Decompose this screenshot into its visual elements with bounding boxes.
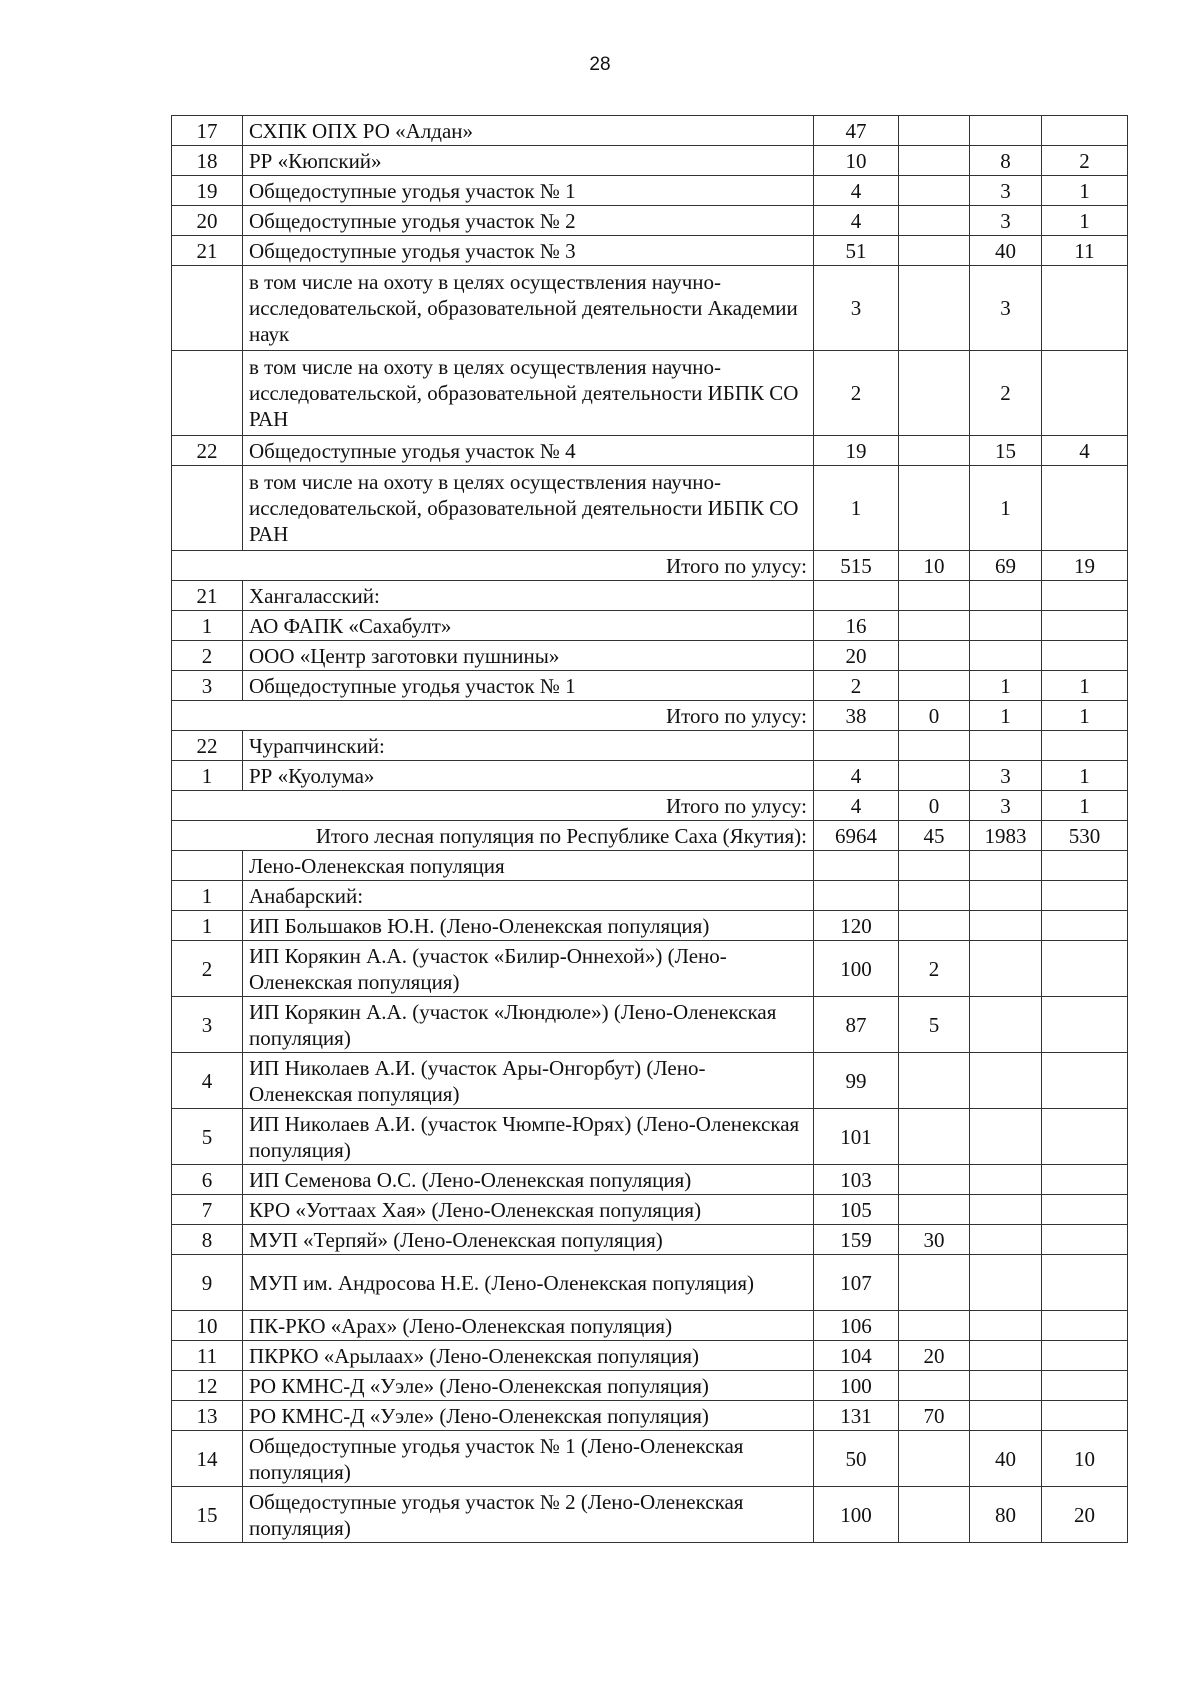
row-number: 1 <box>172 611 243 641</box>
value-cell <box>1042 466 1128 551</box>
value-cell: 105 <box>814 1195 899 1225</box>
value-cell <box>970 997 1042 1053</box>
value-cell: 159 <box>814 1225 899 1255</box>
value-cell: 1983 <box>970 821 1042 851</box>
value-cell <box>899 351 970 436</box>
value-cell <box>970 1225 1042 1255</box>
row-number: 6 <box>172 1165 243 1195</box>
table-row <box>172 1255 1128 1311</box>
value-cell <box>970 1165 1042 1195</box>
row-number: 13 <box>172 1401 243 1431</box>
value-cell: 4 <box>1042 436 1128 466</box>
entity-name: Общедоступные угодья участок № 4 <box>243 436 814 466</box>
value-cell: 4 <box>814 761 899 791</box>
value-cell <box>970 1053 1042 1109</box>
table-row <box>172 176 1128 206</box>
value-cell: 50 <box>814 1431 899 1487</box>
value-cell: 2 <box>814 671 899 701</box>
value-cell <box>970 1311 1042 1341</box>
value-cell <box>899 581 970 611</box>
value-cell: 0 <box>899 791 970 821</box>
value-cell: 45 <box>899 821 970 851</box>
row-number <box>172 266 243 351</box>
value-cell <box>899 671 970 701</box>
value-cell: 3 <box>970 206 1042 236</box>
table-row <box>172 1341 1128 1371</box>
value-cell: 1 <box>1042 791 1128 821</box>
value-cell <box>899 731 970 761</box>
value-cell: 3 <box>970 761 1042 791</box>
value-cell <box>970 1255 1042 1311</box>
table-row <box>172 641 1128 671</box>
value-cell <box>899 206 970 236</box>
entity-name: РР «Кюпский» <box>243 146 814 176</box>
quota-table <box>171 115 1128 1543</box>
value-cell: 515 <box>814 551 899 581</box>
value-cell: 87 <box>814 997 899 1053</box>
value-cell <box>899 236 970 266</box>
value-cell: 6964 <box>814 821 899 851</box>
table-row <box>172 761 1128 791</box>
value-cell <box>899 611 970 641</box>
value-cell: 100 <box>814 941 899 997</box>
entity-name: Общедоступные угодья участок № 2 <box>243 206 814 236</box>
value-cell <box>1042 851 1128 881</box>
entity-name: Общедоступные угодья участок № 1 <box>243 671 814 701</box>
value-cell: 20 <box>1042 1487 1128 1543</box>
value-cell: 1 <box>1042 206 1128 236</box>
value-cell <box>899 436 970 466</box>
row-number: 22 <box>172 731 243 761</box>
table-row <box>172 881 1128 911</box>
entity-name: ИП Семенова О.С. (Лено-Оленекская популяция) <box>243 1165 814 1195</box>
entity-name: Общедоступные угодья участок № 1 <box>243 176 814 206</box>
value-cell <box>970 1195 1042 1225</box>
row-number: 3 <box>172 671 243 701</box>
table-row <box>172 266 1128 351</box>
entity-name: РО КМНС-Д «Уэле» (Лено-Оленекская популяция) <box>243 1371 814 1401</box>
row-number: 1 <box>172 761 243 791</box>
row-number <box>172 351 243 436</box>
value-cell <box>1042 1311 1128 1341</box>
value-cell: 80 <box>970 1487 1042 1543</box>
entity-name: в том числе на охоту в целях осуществления научно-исследовательской, образовательной деятельности ИБПК СО РАН <box>243 466 814 551</box>
row-number: 21 <box>172 236 243 266</box>
value-cell <box>899 911 970 941</box>
value-cell <box>1042 941 1128 997</box>
value-cell <box>1042 1053 1128 1109</box>
table-row <box>172 236 1128 266</box>
entity-name: Лено-Оленекская популяция <box>243 851 814 881</box>
value-cell: 19 <box>1042 551 1128 581</box>
entity-name: МУП «Терпяй» (Лено-Оленекская популяция) <box>243 1225 814 1255</box>
row-number: 12 <box>172 1371 243 1401</box>
value-cell <box>1042 581 1128 611</box>
value-cell <box>814 851 899 881</box>
entity-name: ИП Корякин А.А. (участок «Билир-Оннехой») (Лено-Оленекская популяция) <box>243 941 814 997</box>
value-cell: 4 <box>814 206 899 236</box>
value-cell <box>899 1165 970 1195</box>
value-cell <box>970 116 1042 146</box>
value-cell: 1 <box>1042 701 1128 731</box>
value-cell <box>1042 1109 1128 1165</box>
table-row <box>172 1195 1128 1225</box>
total-row <box>172 791 1128 821</box>
value-cell: 4 <box>814 791 899 821</box>
value-cell: 15 <box>970 436 1042 466</box>
value-cell: 10 <box>899 551 970 581</box>
table-row <box>172 1109 1128 1165</box>
value-cell <box>899 1311 970 1341</box>
table-row <box>172 1487 1128 1543</box>
value-cell <box>899 146 970 176</box>
value-cell <box>1042 1341 1128 1371</box>
entity-name: СХПК ОПХ РО «Алдан» <box>243 116 814 146</box>
table-row <box>172 941 1128 997</box>
value-cell: 38 <box>814 701 899 731</box>
total-label: Итого лесная популяция по Республике Саха (Якутия): <box>172 821 814 851</box>
value-cell <box>899 1255 970 1311</box>
entity-name: Чурапчинский: <box>243 731 814 761</box>
row-number: 22 <box>172 436 243 466</box>
value-cell: 3 <box>970 176 1042 206</box>
table-row <box>172 436 1128 466</box>
value-cell: 20 <box>899 1341 970 1371</box>
value-cell: 3 <box>970 791 1042 821</box>
table-row <box>172 146 1128 176</box>
value-cell <box>899 466 970 551</box>
table-row <box>172 206 1128 236</box>
value-cell: 40 <box>970 1431 1042 1487</box>
entity-name: ООО «Центр заготовки пушнины» <box>243 641 814 671</box>
row-number: 2 <box>172 641 243 671</box>
value-cell: 19 <box>814 436 899 466</box>
value-cell: 0 <box>899 701 970 731</box>
row-number: 9 <box>172 1255 243 1311</box>
total-row <box>172 551 1128 581</box>
value-cell: 70 <box>899 1401 970 1431</box>
entity-name: ИП Николаев А.И. (участок Ары-Онгорбут) (Лено-Оленекская популяция) <box>243 1053 814 1109</box>
value-cell <box>1042 997 1128 1053</box>
value-cell <box>1042 881 1128 911</box>
value-cell: 106 <box>814 1311 899 1341</box>
table-row <box>172 731 1128 761</box>
table-row <box>172 1225 1128 1255</box>
row-number: 15 <box>172 1487 243 1543</box>
value-cell: 69 <box>970 551 1042 581</box>
value-cell <box>970 851 1042 881</box>
table-row <box>172 1165 1128 1195</box>
row-number: 11 <box>172 1341 243 1371</box>
value-cell <box>970 611 1042 641</box>
table-row <box>172 611 1128 641</box>
entity-name: Общедоступные угодья участок № 3 <box>243 236 814 266</box>
value-cell <box>899 1487 970 1543</box>
table-row <box>172 1401 1128 1431</box>
table-row <box>172 351 1128 436</box>
entity-name: РР «Куолума» <box>243 761 814 791</box>
value-cell <box>1042 731 1128 761</box>
total-row <box>172 821 1128 851</box>
value-cell <box>970 911 1042 941</box>
table-row <box>172 466 1128 551</box>
value-cell <box>1042 641 1128 671</box>
row-number <box>172 466 243 551</box>
value-cell: 1 <box>970 671 1042 701</box>
value-cell <box>1042 1371 1128 1401</box>
table-row <box>172 581 1128 611</box>
value-cell: 100 <box>814 1371 899 1401</box>
value-cell: 20 <box>814 641 899 671</box>
value-cell: 8 <box>970 146 1042 176</box>
row-number: 8 <box>172 1225 243 1255</box>
table-row <box>172 997 1128 1053</box>
value-cell <box>1042 116 1128 146</box>
row-number <box>172 851 243 881</box>
value-cell <box>899 266 970 351</box>
value-cell: 131 <box>814 1401 899 1431</box>
entity-name: в том числе на охоту в целях осуществления научно-исследовательской, образовательной деятельности ИБПК СО РАН <box>243 351 814 436</box>
value-cell <box>899 851 970 881</box>
entity-name: МУП им. Андросова Н.Е. (Лено-Оленекская популяция) <box>243 1255 814 1311</box>
value-cell <box>970 1109 1042 1165</box>
value-cell <box>899 881 970 911</box>
row-number: 1 <box>172 881 243 911</box>
value-cell <box>1042 1165 1128 1195</box>
value-cell <box>970 641 1042 671</box>
value-cell <box>970 881 1042 911</box>
entity-name: ИП Большаков Ю.Н. (Лено-Оленекская популяция) <box>243 911 814 941</box>
row-number: 3 <box>172 997 243 1053</box>
value-cell: 101 <box>814 1109 899 1165</box>
row-number: 7 <box>172 1195 243 1225</box>
value-cell <box>814 581 899 611</box>
value-cell <box>899 641 970 671</box>
value-cell: 5 <box>899 997 970 1053</box>
value-cell: 1 <box>1042 176 1128 206</box>
value-cell: 4 <box>814 176 899 206</box>
row-number: 17 <box>172 116 243 146</box>
value-cell <box>970 941 1042 997</box>
value-cell: 30 <box>899 1225 970 1255</box>
value-cell <box>970 1341 1042 1371</box>
total-row <box>172 701 1128 731</box>
value-cell: 1 <box>970 466 1042 551</box>
value-cell: 104 <box>814 1341 899 1371</box>
entity-name: ИП Корякин А.А. (участок «Люндюле») (Лено-Оленекская популяция) <box>243 997 814 1053</box>
row-number: 21 <box>172 581 243 611</box>
entity-name: Хангаласский: <box>243 581 814 611</box>
table-row <box>172 116 1128 146</box>
value-cell: 1 <box>1042 761 1128 791</box>
value-cell <box>970 731 1042 761</box>
entity-name: в том числе на охоту в целях осуществления научно-исследовательской, образовательной деятельности Академии наук <box>243 266 814 351</box>
row-number: 4 <box>172 1053 243 1109</box>
value-cell: 40 <box>970 236 1042 266</box>
value-cell <box>1042 611 1128 641</box>
value-cell: 2 <box>814 351 899 436</box>
row-number: 19 <box>172 176 243 206</box>
row-number: 14 <box>172 1431 243 1487</box>
value-cell: 103 <box>814 1165 899 1195</box>
value-cell <box>899 761 970 791</box>
row-number: 18 <box>172 146 243 176</box>
row-number: 1 <box>172 911 243 941</box>
value-cell: 16 <box>814 611 899 641</box>
value-cell <box>1042 1195 1128 1225</box>
value-cell: 1 <box>970 701 1042 731</box>
page-number: 28 <box>589 54 611 75</box>
value-cell: 100 <box>814 1487 899 1543</box>
value-cell: 47 <box>814 116 899 146</box>
row-number: 2 <box>172 941 243 997</box>
value-cell <box>899 1053 970 1109</box>
total-label: Итого по улусу: <box>172 791 814 821</box>
entity-name: РО КМНС-Д «Уэле» (Лено-Оленекская популяция) <box>243 1401 814 1431</box>
value-cell: 51 <box>814 236 899 266</box>
value-cell: 1 <box>814 466 899 551</box>
value-cell <box>1042 1225 1128 1255</box>
total-label: Итого по улусу: <box>172 551 814 581</box>
value-cell <box>899 1371 970 1401</box>
value-cell: 120 <box>814 911 899 941</box>
value-cell: 11 <box>1042 236 1128 266</box>
row-number: 20 <box>172 206 243 236</box>
entity-name: Общедоступные угодья участок № 2 (Лено-Оленекская популяция) <box>243 1487 814 1543</box>
value-cell: 10 <box>814 146 899 176</box>
table-row <box>172 1311 1128 1341</box>
entity-name: ПК-РКО «Арах» (Лено-Оленекская популяция) <box>243 1311 814 1341</box>
value-cell <box>970 1401 1042 1431</box>
value-cell: 3 <box>814 266 899 351</box>
value-cell: 2 <box>970 351 1042 436</box>
total-label: Итого по улусу: <box>172 701 814 731</box>
value-cell: 2 <box>899 941 970 997</box>
value-cell <box>814 731 899 761</box>
entity-name: АО ФАПК «Сахабулт» <box>243 611 814 641</box>
table-row <box>172 671 1128 701</box>
value-cell: 99 <box>814 1053 899 1109</box>
table-row <box>172 1431 1128 1487</box>
value-cell <box>1042 266 1128 351</box>
row-number: 5 <box>172 1109 243 1165</box>
value-cell: 530 <box>1042 821 1128 851</box>
value-cell: 10 <box>1042 1431 1128 1487</box>
value-cell: 2 <box>1042 146 1128 176</box>
value-cell: 3 <box>970 266 1042 351</box>
entity-name: Общедоступные угодья участок № 1 (Лено-Оленекская популяция) <box>243 1431 814 1487</box>
value-cell <box>899 116 970 146</box>
value-cell <box>1042 911 1128 941</box>
row-number: 10 <box>172 1311 243 1341</box>
value-cell <box>970 1371 1042 1401</box>
entity-name: Анабарский: <box>243 881 814 911</box>
value-cell <box>814 881 899 911</box>
value-cell <box>899 1431 970 1487</box>
value-cell: 107 <box>814 1255 899 1311</box>
value-cell <box>1042 1255 1128 1311</box>
table-row <box>172 1053 1128 1109</box>
value-cell <box>899 1109 970 1165</box>
value-cell <box>1042 1401 1128 1431</box>
value-cell <box>1042 351 1128 436</box>
table-row <box>172 851 1128 881</box>
entity-name: ИП Николаев А.И. (участок Чюмпе-Юрях) (Лено-Оленекская популяция) <box>243 1109 814 1165</box>
entity-name: ПКРКО «Арылаах» (Лено-Оленекская популяция) <box>243 1341 814 1371</box>
table-row <box>172 1371 1128 1401</box>
value-cell <box>970 581 1042 611</box>
entity-name: КРО «Уоттаах Хая» (Лено-Оленекская популяция) <box>243 1195 814 1225</box>
value-cell <box>899 1195 970 1225</box>
value-cell <box>899 176 970 206</box>
value-cell: 1 <box>1042 671 1128 701</box>
table-row <box>172 911 1128 941</box>
